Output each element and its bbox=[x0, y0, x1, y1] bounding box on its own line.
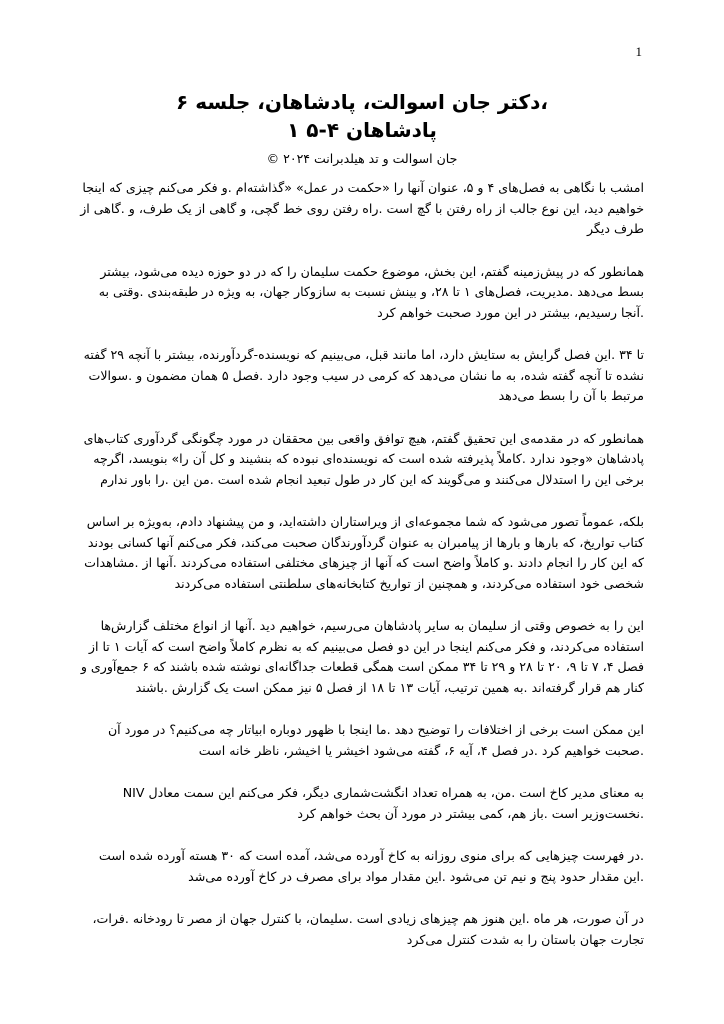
document-body bbox=[80, 178, 644, 972]
paragraph: این ممکن است برخی از اختلافات را توضیح دهد .ما اینجا با ظهور دوباره ابیاتار چه می‌کنیم؟ در مورد آن .صحبت خواهیم کرد .در فصل ۴، آیه ۶، گفته می‌شود اخیشر یا اخیشر، ناظر خانه است bbox=[107, 722, 644, 758]
title-line-2: پادشاهان ۴-۵ ۱ bbox=[287, 118, 437, 142]
copyright-line: جان اسوالت و تد هیلدبرانت ۲۰۲۴ © bbox=[266, 151, 458, 166]
paragraph: همانطور که در پیش‌زمینه گفتم، این بخش، موضوع حکمت سلیمان را که در دو حوزه دیده می‌شود، بیشتر بسط می‌دهد .مدیریت، فصل‌های ۱ تا ۲۸، و بینش نسبت به سازوکار جهان، به ویژه در طبقه‌بندی .وقتی به .آنجا رسیدیم، بیشتر در این مورد صحبت خواهم کرد bbox=[98, 263, 644, 320]
paragraph: تا ۳۴ .این فصل گرایش به ستایش دارد، اما مانند قبل، می‌بینیم که نویسنده-گردآورنده، بیشتر با آنچه ۲۹ گفته نشده تا آنچه گفته شده، به ما نشان می‌دهد که کرمی در سیب وجود دارد .فصل ۵ همان مضمون و .سوالات مرتبط با آن را بسط می‌دهد bbox=[83, 347, 644, 403]
page-number: 1 bbox=[635, 44, 642, 59]
paragraph: بلکه، عموماً تصور می‌شود که شما مجموعه‌ای از ویراستاران داشته‌اید، و من پیشنهاد دادم، به‌ویژه بر اساس کتاب تواریخ، که بارها و بارها از پیامبران به عنوان گردآورندگان صحبت می‌کند، فکر می‌کنم آنها کسانی بودند که این کار را انجام دادند .و کاملاً واضح است که آنها از چیزهای مختلفی استفاده می‌کردند .آنها از .مشاهدات شخصی خود استفاده می‌کردند، و همچنین از تواریخ کتابخانه‌های سلطنتی استفاده می‌کردند bbox=[84, 514, 644, 591]
paragraph: به معنای مدیر کاخ است .من، به همراه تعداد انگشت‌شماری دیگر، فکر می‌کنم این سمت معادل NIV .نخست‌وزیر است .باز هم، کمی بیشتر در مورد آن بحث خواهم کرد bbox=[122, 785, 644, 821]
document-header bbox=[60, 88, 664, 170]
paragraph: امشب با نگاهی به فصل‌های ۴ و ۵، عنوان آنها را «حکمت در عمل» «گذاشته‌ام .و فکر می‌کنم چیزی که اینجا خواهیم دید، این نوع جالب از راه رفتن با گچ است .راه رفتن روی خط گچی، و گاهی از یک طرف، و .گاهی از طرف دیگر bbox=[80, 180, 644, 236]
paragraph: این را به خصوص وقتی از سلیمان به سایر پادشاهان می‌رسیم، خواهیم دید .آنها از انواع مختلف گزارش‌ها استفاده می‌کردند، و فکر می‌کنم اینجا در این دو فصل می‌بینیم که به نظرم کاملاً واضح است که آیات ۱ تا از فصل ۴، ۷ تا ۹، ۲۰ تا ۲۸ و ۲۹ تا ۳۴ ممکن است همگی قطعات جداگانه‌ای نوشته شده باشند که ۶ جمع‌آوری و کنار هم قرار گرفته‌اند .به همین ترتیب، آیات ۱۳ تا ۱۸ از فصل ۵ نیز ممکن است یک گزارش .باشند bbox=[80, 618, 644, 695]
paragraph: در آن صورت، هر ماه .این هنوز هم چیزهای زیادی است .سلیمان، با کنترل جهان از مصر تا رودخانه .فرات، تجارت جهان باستان را به شدت کنترل می‌کرد bbox=[92, 911, 644, 947]
title-line-1: ،دکتر جان اسوالت، پادشاهان، جلسه ۶ bbox=[176, 90, 548, 114]
paragraph: همانطور که در مقدمه‌ی این تحقیق گفتم، هیچ توافق واقعی بین محققان در مورد چگونگی گردآوری کتاب‌های پادشاهان «وجود ندارد .کاملاً پذیرفته شده است که نویسنده‌ای نبوده که بنشیند و کل آن را» بنویسد، اگرچه برخی این را استدلال می‌کنند و می‌گویند که این کار در طول تبعید انجام شده است .من این .را باور ندارم bbox=[83, 430, 644, 487]
paragraph: .در فهرست چیزهایی که برای منوی روزانه به کاخ آورده می‌شد، آمده است که ۳۰ هسته آورده شده است .این مقدار حدود پنج و نیم تن می‌شود .این مقدار مواد برای مصرف در کاخ آورده می‌شد bbox=[98, 848, 644, 884]
